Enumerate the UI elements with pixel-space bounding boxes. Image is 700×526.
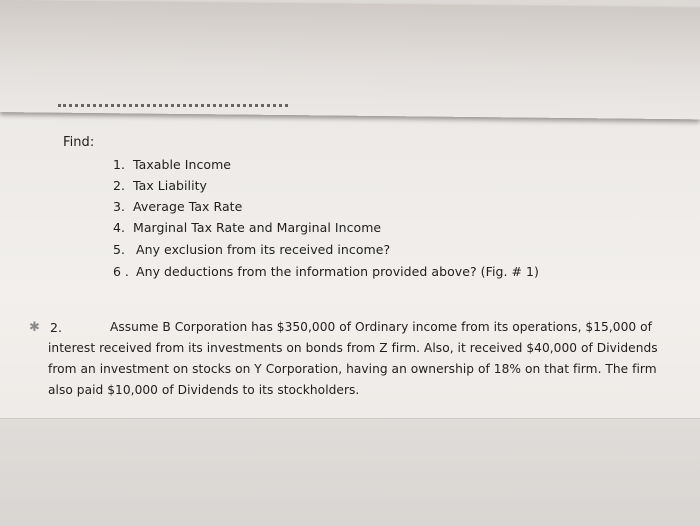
find-item-number: 6 .	[113, 264, 129, 279]
previous-page-edge	[0, 0, 700, 119]
paper-sheet-lower	[0, 418, 700, 526]
find-item-text: Tax Liability	[133, 178, 207, 193]
previous-page-text-fragment	[58, 104, 288, 111]
find-item-text: Average Tax Rate	[133, 199, 243, 214]
find-item-text: Any deductions from the information provided above? (Fig. # 1)	[136, 264, 539, 279]
asterisk-mark-icon: ✱	[29, 320, 40, 335]
find-item-text: Taxable Income	[133, 157, 232, 172]
problem-line: Assume B Corporation has $350,000 of Ordinary income from its operations, $15,000 of	[110, 320, 652, 334]
problem-number: 2.	[50, 320, 63, 335]
find-item-text: Marginal Tax Rate and Marginal Income	[133, 220, 382, 235]
find-item-number: 5.	[113, 242, 125, 257]
problem-line: from an investment on stocks on Y Corporation, having an ownership of 18% on that firm. The firm	[48, 362, 657, 376]
find-heading: Find:	[63, 135, 95, 150]
find-item-number: 3.	[113, 199, 125, 214]
find-item-number: 2.	[113, 178, 125, 193]
problem-line: also paid $10,000 of Dividends to its stockholders.	[48, 383, 360, 397]
find-item-number: 4.	[113, 220, 125, 235]
find-item-number: 1.	[113, 157, 125, 172]
problem-line: interest received from its investments on bonds from Z firm. Also, it received $40,000 of Dividends	[48, 341, 658, 355]
find-item-text: Any exclusion from its received income?	[136, 242, 391, 257]
